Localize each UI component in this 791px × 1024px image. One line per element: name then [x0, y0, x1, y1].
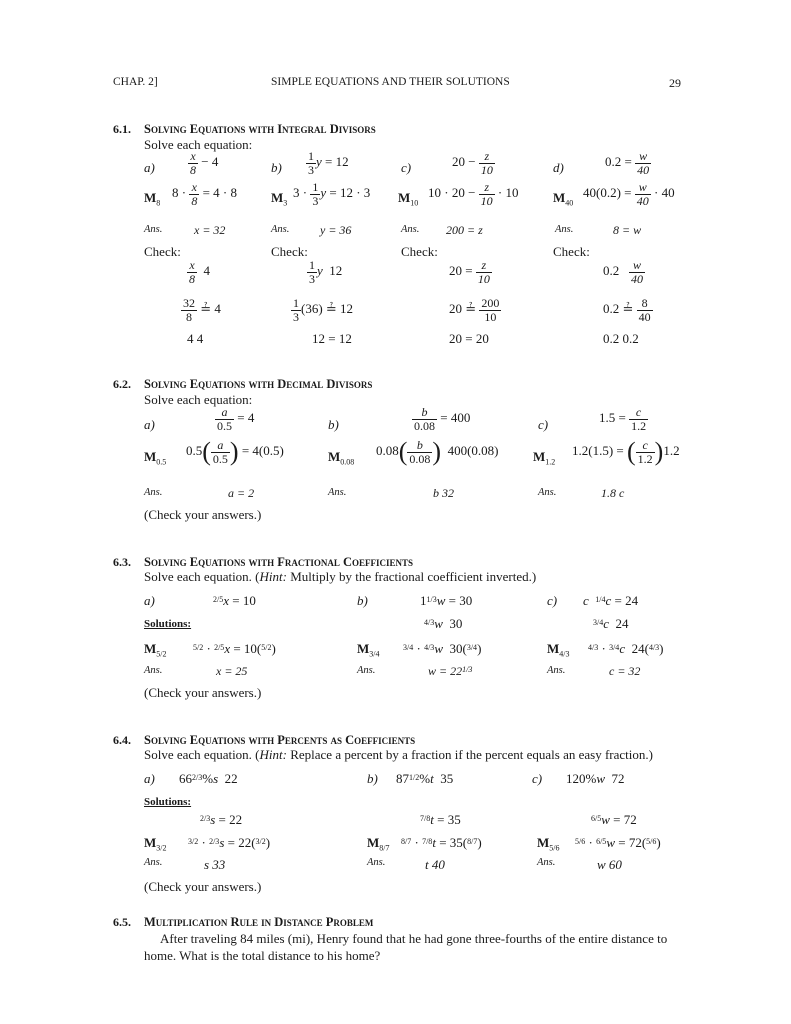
instruction: Solve each equation: — [144, 392, 253, 407]
check-label: Check: — [144, 244, 181, 259]
label-c: c) — [547, 593, 558, 608]
answer-c: c = 32 — [609, 664, 641, 678]
equation-c: c $^{1/4}$c = 24 — [583, 593, 639, 608]
check-note: (Check your answers.) — [144, 685, 262, 700]
ans-label: Ans. — [401, 224, 420, 235]
check-note: (Check your answers.) — [144, 879, 262, 894]
multiply-c: 10 · 20 − $\frac{z}{10}$ · 10 — [428, 180, 519, 208]
equation-a: $\frac{x}{8}$ − 4 — [190, 149, 219, 177]
label-b: b) — [367, 771, 378, 786]
multiply-a: $^{3/2}$ · $^{2/3}$s = 22($^{3/2}$) — [188, 835, 271, 850]
label-c: c) — [401, 160, 412, 175]
answer-d: 8 = w — [613, 223, 642, 237]
section-number: 6.2. — [113, 377, 131, 391]
multiply-a: $^{5/2}$ · $^{2/5}$x = 10($^{5/2}$) — [193, 641, 276, 656]
multiplier-label: $M_{1.2}$ — [533, 449, 556, 467]
chapter-label: CHAP. 2] — [113, 76, 158, 88]
equation-c: 1.5 = $\frac{c}{1.2}$ — [599, 405, 647, 433]
section-number: 6.3. — [113, 555, 131, 569]
multiplier-label: $M_{8/7}$ — [367, 835, 390, 853]
instruction: Solve each equation. (Hint: Multiply by the fractional coefficient inverted.) — [144, 569, 537, 584]
multiply-a: 8 · $\frac{x}{8}$ = 4 · 8 — [172, 180, 238, 208]
multiplier-label: $M_{3/4}$ — [357, 641, 380, 659]
answer-b: t 40 — [425, 857, 445, 872]
check-d2: 0.2 ≟ $\frac{8}{40}$ — [603, 296, 651, 324]
section-number: 6.4. — [113, 733, 131, 747]
equation-a: $\frac{a}{0.5}$ = 4 — [217, 405, 255, 433]
check-c3: 20 = 20 — [449, 331, 489, 346]
check-d1: 0.2 $\frac{w}{40}$ — [603, 258, 643, 286]
section-title: Solving Equations with Decimal Divisors — [144, 377, 373, 391]
ans-label: Ans. — [144, 665, 163, 676]
eq-a-rest: − 4 — [201, 154, 219, 170]
ans-label: Ans. — [537, 857, 556, 868]
multiplier-label: $M_{4/3}$ — [547, 641, 570, 659]
answer-b: b 32 — [433, 486, 454, 500]
ans-label: Ans. — [144, 224, 163, 235]
multiply-b: $^{3/4}$ · $^{4/3}$w 30($^{3/4}$) — [403, 641, 482, 656]
label-b: b) — [357, 593, 368, 608]
equation-b: $1^{1/3}w = 30$ — [420, 593, 473, 608]
running-title: SIMPLE EQUATIONS AND THEIR SOLUTIONS — [271, 76, 510, 88]
answer-a: x = 32 — [194, 223, 226, 237]
label-b: b) — [271, 160, 282, 175]
check-b1: $\frac{1}{3}$ y 12 — [309, 258, 343, 286]
multiplier-label: $M_{5/2}$ — [144, 641, 167, 659]
solutions-label: Solutions: — [144, 618, 192, 630]
multiply-a: 0.5( $\frac{a}{0.5}$ ) = 4(0.5) — [186, 437, 284, 466]
answer-b: $w = 22^{1/3}$ — [428, 664, 473, 678]
equation-c: 20 − $\frac{z}{10}$ — [452, 149, 493, 177]
multiplier-label: $M_3$ — [271, 190, 288, 208]
ans-label: Ans. — [555, 224, 574, 235]
check-d3: 0.2 0.2 — [603, 331, 639, 346]
solution-step-b: $^{4/3}$w 30 — [424, 616, 463, 631]
label-a: a) — [144, 160, 155, 175]
equation-c: 120%w 72 — [566, 771, 625, 786]
answer-a: s 33 — [204, 857, 226, 872]
check-c1: 20 = $\frac{z}{10}$ — [449, 258, 490, 286]
label-b: b) — [328, 417, 339, 432]
check-label: Check: — [271, 244, 308, 259]
equation-b: $87^{1/2}\%t$ 35 — [396, 771, 454, 786]
equation-d: 0.2 = $\frac{w}{40}$ — [605, 149, 650, 177]
label-c: c) — [538, 417, 549, 432]
section-title: Multiplication Rule in Distance Problem — [144, 915, 374, 929]
multiply-c: $^{4/3}$ · $^{3/4}$c 24($^{4/3}$) — [588, 641, 664, 656]
solution-step-b: $^{7/8}$t = 35 — [420, 812, 461, 827]
check-a3: 4 4 — [187, 331, 204, 346]
label-a: a) — [144, 593, 155, 608]
answer-c: 1.8 c — [601, 486, 625, 500]
answer-c: w 60 — [597, 857, 622, 872]
ans-label: Ans. — [367, 857, 386, 868]
ans-label: Ans. — [357, 665, 376, 676]
page-number: 29 — [669, 76, 681, 90]
multiplier-label: $M_{10}$ — [398, 190, 419, 208]
solution-step-c: $^{6/5}$w = 72 — [591, 812, 637, 827]
ans-label: Ans. — [144, 857, 163, 868]
label-a: a) — [144, 771, 155, 786]
equation-a: $^{2/5}$x = 10 — [213, 593, 256, 608]
multiply-c: $^{5/6}$ · $^{6/5}$w = 72($^{5/6}$) — [575, 835, 661, 850]
ans-label: Ans. — [328, 487, 347, 498]
ans-label: Ans. — [547, 665, 566, 676]
multiply-c: 1.2(1.5) = ( $\frac{c}{1.2}$ )1.2 — [572, 437, 680, 466]
multiplier-label: $M_{3/2}$ — [144, 835, 167, 853]
section-title: Solving Equations with Percents as Coefficients — [144, 733, 416, 747]
section-title: Solving Equations with Integral Divisors — [144, 122, 376, 136]
multiplier-label: $M_{0.5}$ — [144, 449, 167, 467]
instruction: Solve each equation: — [144, 137, 253, 152]
answer-a: x = 25 — [216, 664, 248, 678]
problem-text: After traveling 84 miles (mi), Henry found that he had gone three-fourths of the entire distance to home. What is the total distance to his home? — [144, 931, 668, 963]
multiplier-label: $M_{5/6}$ — [537, 835, 560, 853]
equation-b: $\frac{1}{3}$ y = 12 — [308, 149, 349, 177]
multiplier-label: $M_8$ — [144, 190, 161, 208]
section-number: 6.1. — [113, 122, 131, 136]
label-d: d) — [553, 160, 564, 175]
check-b3: 12 = 12 — [312, 331, 352, 346]
equation-b: $\frac{b}{0.08}$ = 400 — [414, 405, 471, 433]
solution-step-a: $^{2/3}$s = 22 — [200, 812, 243, 827]
section-number: 6.5. — [113, 915, 131, 929]
label-a: a) — [144, 417, 155, 432]
check-a2: $\frac{32}{8}$ ≟ 4 — [183, 296, 221, 324]
check-a1: $\frac{x}{8}$ 4 — [189, 258, 210, 286]
solutions-label: Solutions: — [144, 796, 192, 808]
solution-step-c: $^{3/4}$c 24 — [593, 616, 629, 631]
label-c: c) — [532, 771, 543, 786]
multiplier-label: $M_{0.08}$ — [328, 449, 355, 467]
multiply-b: 3 · $\frac{1}{3}$ y = 12 · 3 — [293, 180, 371, 208]
check-b2: $\frac{1}{3}$ (36) ≟ 12 — [293, 296, 354, 324]
section-title: Solving Equations with Fractional Coefficients — [144, 555, 413, 569]
check-label: Check: — [401, 244, 438, 259]
multiply-d: 40(0.2) = $\frac{w}{40}$ · 40 — [583, 180, 675, 208]
ans-label: Ans. — [271, 224, 290, 235]
equation-a: $66^{2/3}\%s$ 22 — [179, 771, 238, 786]
ans-label: Ans. — [538, 487, 557, 498]
answer-c: 200 = z — [446, 223, 483, 237]
multiply-b: $^{8/7}$ · $^{7/8}$t = 35($^{8/7}$) — [401, 835, 482, 850]
eq-b-rest: = 12 — [325, 154, 349, 170]
answer-a: a = 2 — [228, 486, 255, 500]
check-label: Check: — [553, 244, 590, 259]
multiply-b: 0.08( $\frac{b}{0.08}$ ) 400(0.08) — [376, 437, 499, 466]
answer-b: y = 36 — [320, 223, 352, 237]
instruction: Solve each equation. (Hint: Replace a percent by a fraction if the percent equals an easy fraction.) — [144, 747, 653, 762]
check-c2: 20 ≟ $\frac{200}{10}$ — [449, 296, 500, 324]
multiplier-label: $M_{40}$ — [553, 190, 574, 208]
ans-label: Ans. — [144, 487, 163, 498]
check-note: (Check your answers.) — [144, 507, 262, 522]
